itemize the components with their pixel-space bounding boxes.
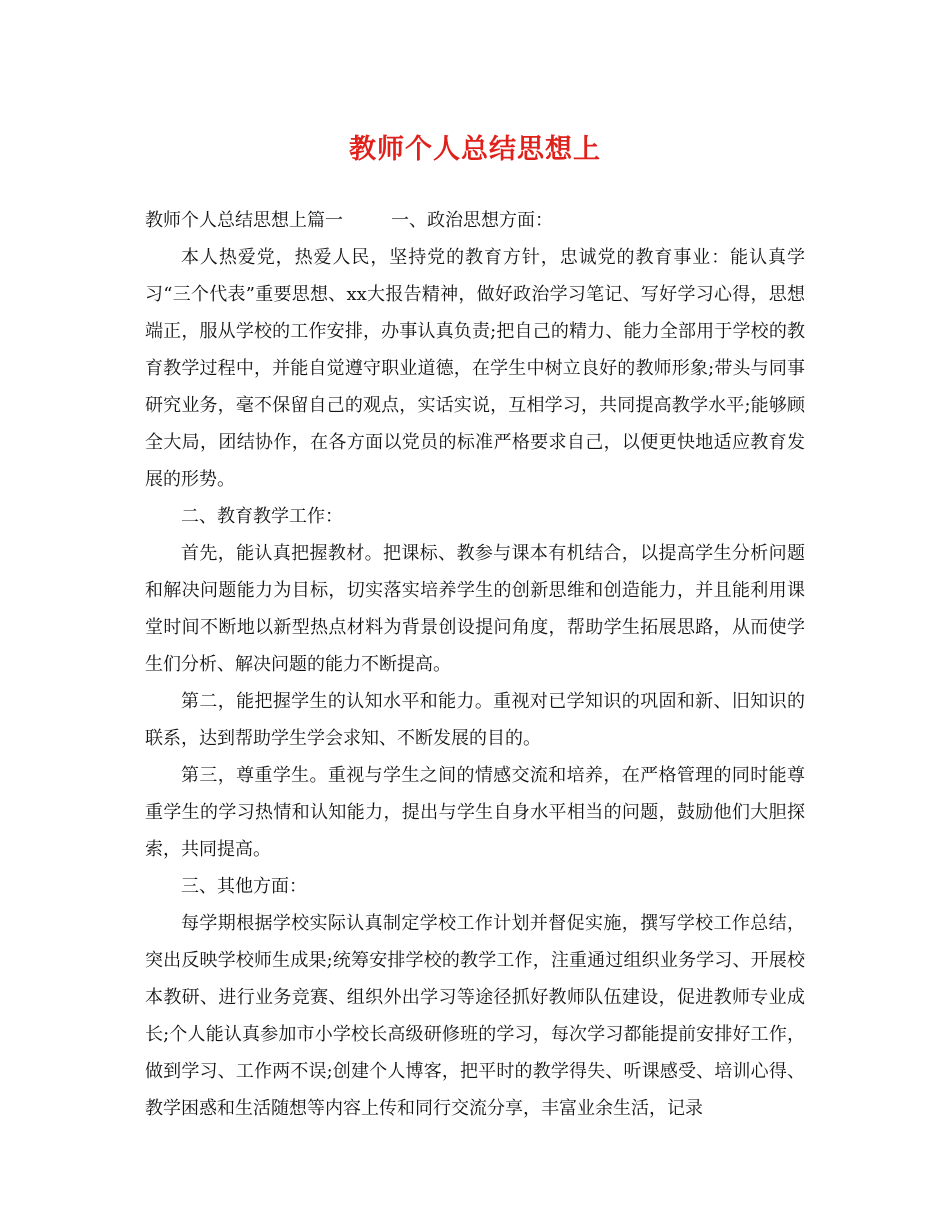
section2-paragraph-3: 第三，尊重学生。重视与学生之间的情感交流和培养，在严格管理的同时能尊重学生的学习热情和认知能力，提出与学生自身水平相当的问题，鼓励他们大胆探索，共同提高。	[145, 765, 805, 860]
intro-line	[145, 202, 805, 239]
intro-label: 教师个人总结思想上篇一	[145, 210, 343, 231]
section2-heading: 二、教育教学工作：	[181, 506, 343, 527]
document-title: 教师个人总结思想上	[349, 134, 601, 165]
section3-heading: 三、其他方面：	[181, 876, 307, 897]
section1-heading: 一、政治思想方面：	[391, 210, 553, 231]
section2-paragraph-1: 首先，能认真把握教材。把课标、教参与课本有机结合，以提高学生分析问题和解决问题能力为目标，切实落实培养学生的创新思维和创造能力，并且能利用课堂时间不断地以新型热点材料为背景创设提问角度，帮助学生拓展思路，从而使学生们分析、解决问题的能力不断提高。	[145, 543, 805, 675]
section1-paragraph: 本人热爱党，热爱人民，坚持党的教育方针，忠诚党的教育事业：能认真学习“三个代表”重要思想、xx大报告精神，做好政治学习笔记、写好学习心得，思想端正，服从学校的工作安排，办事认真负责;把自己的精力、能力全部用于学校的教育教学过程中，并能自觉遵守职业道德，在学生中树立良好的教师形象;带头与同事研究业务，毫不保留自己的观点，实话实说，互相学习，共同提高教学水平;能够顾全大局，团结协作，在各方面以党员的标准严格要求自己，以便更快地适应教育发展的形势。	[145, 247, 805, 490]
section3-paragraph: 每学期根据学校实际认真制定学校工作计划并督促实施，撰写学校工作总结，突出反映学校师生成果;统筹安排学校的教学工作，注重通过组织业务学习、开展校本教研、进行业务竞赛、组织外出学习等途径抓好教师队伍建设，促进教师专业成长;个人能认真参加市小学校长高级研修班的学习，每次学习都能提前安排好工作，做到学习、工作两不误;创建个人博客，把平时的教学得失、听课感受、培训心得、教学困惑和生活随想等内容上传和同行交流分享，丰富业余生活，记录	[145, 913, 805, 1119]
section2-paragraph-2: 第二，能把握学生的认知水平和能力。重视对已学知识的巩固和新、旧知识的联系，达到帮助学生学会求知、不断发展的目的。	[145, 691, 805, 749]
document-body	[145, 202, 805, 1127]
